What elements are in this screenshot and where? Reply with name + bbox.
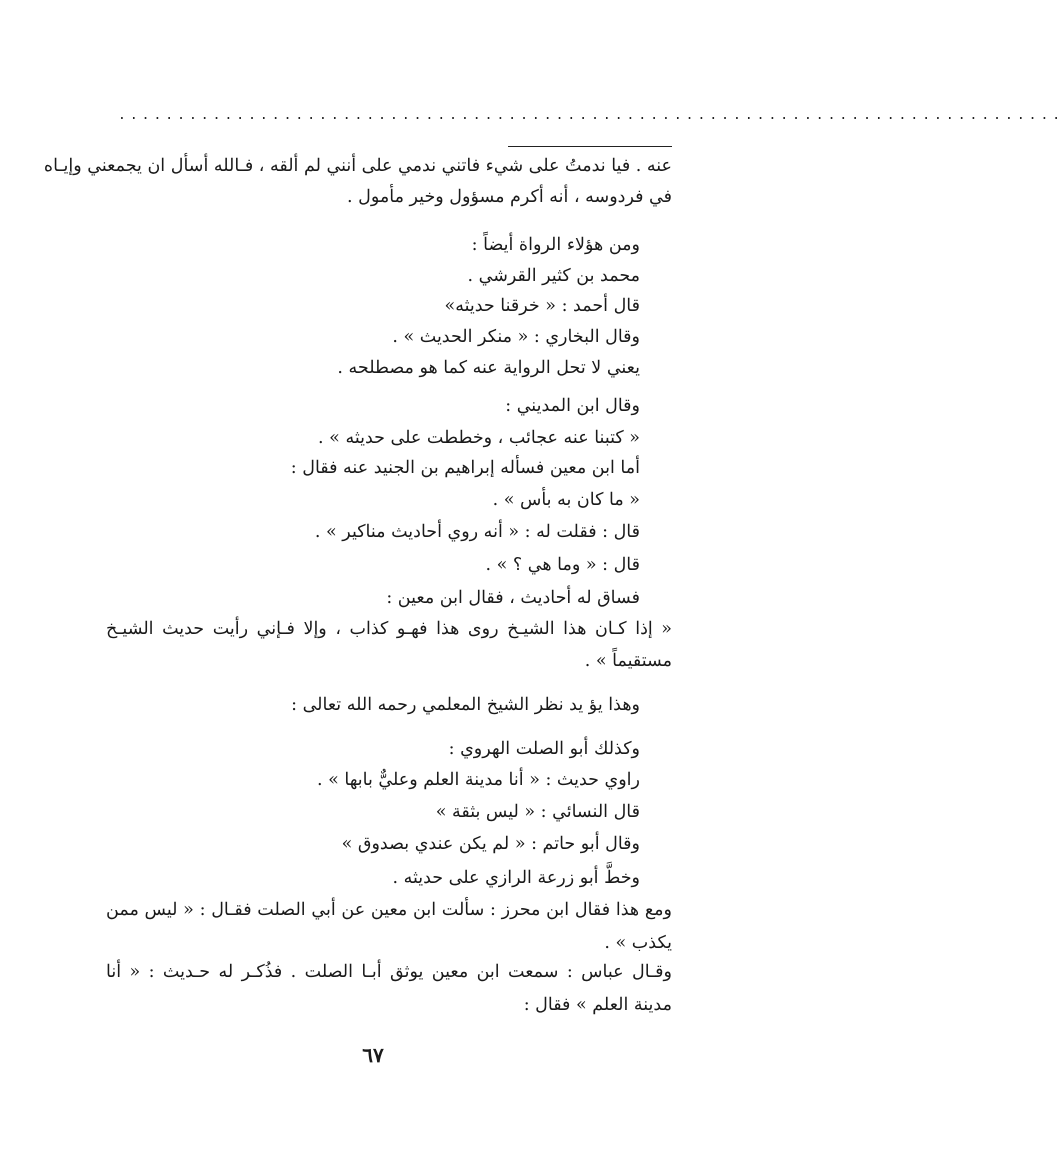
text-line: « إذا كـان هذا الشيـخ روى هذا فهـو كذاب ، وإلا فـإني رأيت حديث الشيـخ: [106, 619, 672, 639]
text-line: محمد بن كثير القرشي .: [467, 266, 640, 286]
text-line: فساق له أحاديث ، فقال ابن معين :: [386, 588, 640, 608]
text-line: يعني لا تحل الرواية عنه كما هو مصطلحه .: [337, 358, 640, 378]
text-line: وقال ابن المديني :: [505, 396, 640, 416]
text-line: وهذا يؤ يد نظر الشيخ المعلمي رحمه الله تعالى :: [291, 695, 640, 715]
text-line: قال : فقلت له : « أنه روي أحاديث مناكير » .: [314, 522, 640, 542]
text-line: « ما كان به بأس » .: [492, 490, 640, 510]
text-line: عنه . فيا ندمتُ على شيء فاتني ندمي على أنني لم ألقه ، فـالله أسأل ان يجمعني وإيـاه: [43, 156, 672, 176]
text-line: في فردوسه ، أنه أكرم مسؤول وخير مأمول .: [346, 187, 672, 207]
text-line: ومع هذا فقال ابن محرز : سألت ابن معين عن أبي الصلت فقـال : « ليس ممن: [106, 900, 672, 920]
page-number: ٦٧: [362, 1043, 384, 1067]
text-line: وكذلك أبو الصلت الهروي :: [448, 739, 640, 759]
text-line: قال : « وما هي ؟ » .: [485, 555, 640, 575]
text-line: أما ابن معين فسأله إبراهيم بن الجنيد عنه فقال :: [290, 458, 640, 478]
text-line: ومن هؤلاء الرواة أيضاً :: [471, 235, 640, 255]
text-line: وقال أبو حاتم : « لم يكن عندي بصدوق »: [341, 834, 640, 854]
text-line: يكذب » .: [604, 933, 672, 953]
text-line: قال النسائي : « ليس بثقة »: [435, 802, 640, 822]
header-dotted-rule: ................................................................................: [118, 108, 1064, 123]
text-line: « كتبنا عنه عجائب ، وخططت على حديثه » .: [318, 428, 640, 448]
footnote-separator-rule: [508, 146, 672, 147]
text-line: وخطَّ أبو زرعة الرازي على حديثه .: [392, 868, 640, 888]
text-line: راوي حديث : « أنا مدينة العلم وعليٌّ بابها » .: [317, 770, 640, 790]
text-line: قال أحمد : « خرقنا حديثه»: [444, 296, 640, 316]
text-line: مدينة العلم » فقال :: [523, 995, 672, 1015]
text-line: وقـال عباس : سمعت ابن معين يوثق أبـا الصلت . فذُكـر له حـديث : « أنا: [106, 962, 672, 982]
text-line: وقال البخاري : « منكر الحديث » .: [392, 327, 640, 347]
text-line: مستقيماً » .: [584, 651, 672, 671]
